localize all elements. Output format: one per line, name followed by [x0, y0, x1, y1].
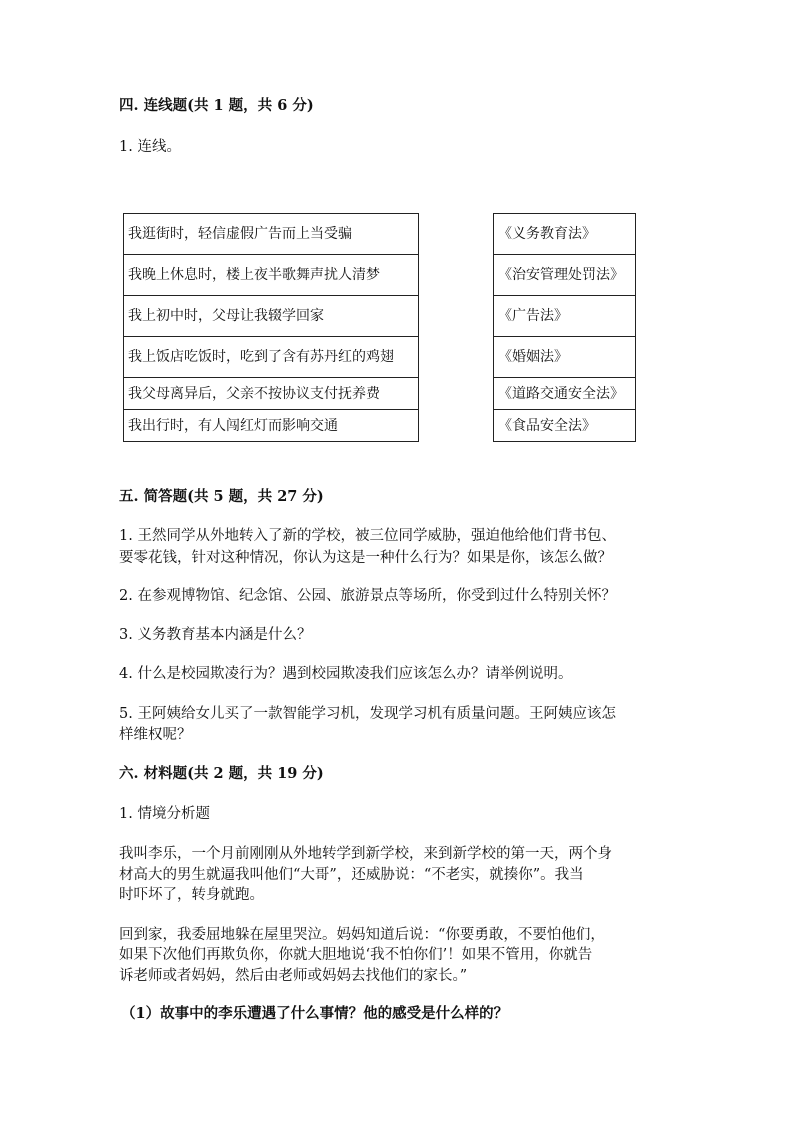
left-item-6: 我出行时，有人闯红灯而影响交通: [124, 410, 419, 442]
left-item-2: 我晚上休息时，楼上夜半歌舞声扰人清梦: [124, 255, 419, 296]
passage-2-line2: 如果下次他们再欺负你，你就大胆地说‘我不怕你们’！如果不管用，你就告: [119, 947, 593, 963]
section6-heading: 六. 材料题(共 2 题，共 19 分): [119, 765, 324, 782]
passage-1-line3: 时吓坏了，转身就跑。: [119, 887, 264, 903]
right-item-5: 《道路交通安全法》: [494, 378, 636, 410]
section4-heading: 四. 连线题(共 1 题，共 6 分): [119, 97, 314, 114]
matching-right-column: [493, 213, 636, 442]
passage-1-line1: 我叫李乐，一个月前刚刚从外地转学到新学校，来到新学校的第一天，两个身: [119, 846, 612, 862]
question-5-1-line1: 1. 王然同学从外地转入了新的学校，被三位同学威胁，强迫他给他们背书包、: [119, 528, 616, 544]
question-4-1: 1. 连线。: [119, 139, 181, 155]
right-item-1: 《义务教育法》: [494, 214, 636, 255]
matching-left-column: [123, 213, 419, 442]
question-5-4: 4. 什么是校园欺凌行为？遇到校园欺凌我们应该怎么办？请举例说明。: [119, 666, 573, 682]
subquestion-6-1-1: （1）故事中的李乐遭遇了什么事情？他的感受是什么样的？: [121, 1005, 509, 1022]
question-5-3: 3. 义务教育基本内涵是什么？: [119, 627, 312, 643]
left-item-4: 我上饭店吃饭时，吃到了含有苏丹红的鸡翅: [124, 337, 419, 378]
right-item-3: 《广告法》: [494, 296, 636, 337]
question-5-5-line2: 样维权呢？: [119, 727, 192, 743]
left-item-3: 我上初中时，父母让我辍学回家: [124, 296, 419, 337]
left-item-5: 我父母离异后，父亲不按协议支付抚养费: [124, 378, 419, 410]
question-5-1-line2: 要零花钱，针对这种情况，你认为这是一种什么行为？如果是你，该怎么做？: [119, 550, 612, 566]
passage-1-line2: 材高大的男生就逼我叫他们“大哥”，还威胁说：“不老实，就揍你”。我当: [119, 867, 584, 883]
left-item-1: 我逛街时，轻信虚假广告而上当受骗: [124, 214, 419, 255]
question-5-5-line1: 5. 王阿姨给女儿买了一款智能学习机，发现学习机有质量问题。王阿姨应该怎: [119, 706, 616, 722]
question-5-2: 2. 在参观博物馆、纪念馆、公园、旅游景点等场所，你受到过什么特别关怀？: [119, 588, 616, 604]
passage-2-line1: 回到家，我委屈地躲在屋里哭泣。妈妈知道后说：“你要勇敢，不要怕他们，: [119, 927, 605, 943]
right-item-2: 《治安管理处罚法》: [494, 255, 636, 296]
section5-heading: 五. 简答题(共 5 题，共 27 分): [119, 488, 324, 505]
right-item-4: 《婚姻法》: [494, 337, 636, 378]
right-item-6: 《食品安全法》: [494, 410, 636, 442]
passage-2-line3: 诉老师或者妈妈，然后由老师或妈妈去找他们的家长。”: [119, 968, 468, 984]
question-6-1: 1. 情境分析题: [119, 806, 210, 822]
